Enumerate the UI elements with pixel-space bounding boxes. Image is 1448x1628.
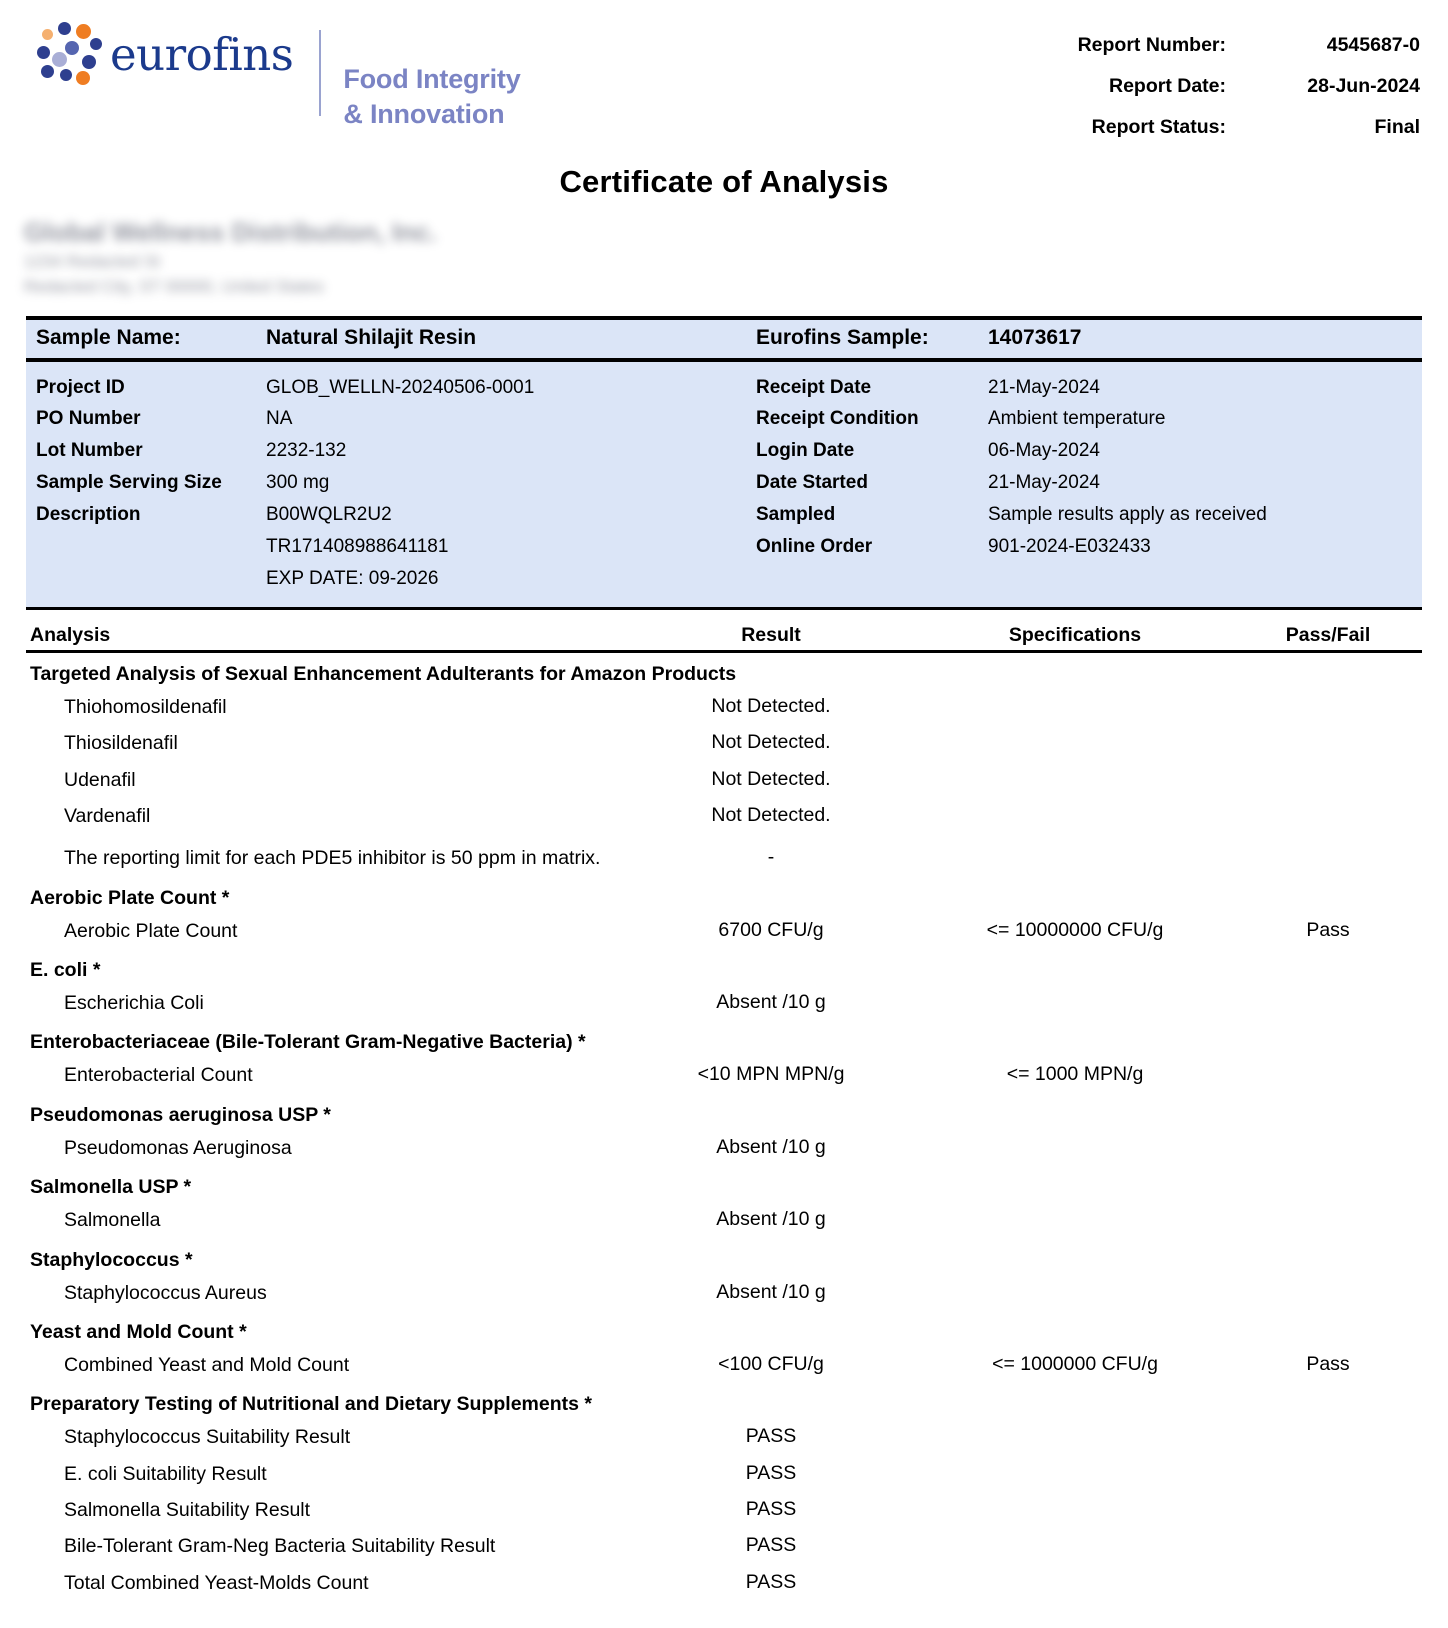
result-pass-fail xyxy=(1234,1130,1422,1136)
result-value: Absent /10 g xyxy=(716,1135,826,1158)
sample-right-labels xyxy=(756,372,988,595)
results-row xyxy=(26,762,1422,798)
result-specification: <= 10000000 CFU/g xyxy=(986,918,1164,941)
sample-right-label: Online Order xyxy=(756,536,873,558)
result-value: PASS xyxy=(745,1498,797,1521)
result-value: - xyxy=(767,846,775,869)
report-status-row xyxy=(978,116,1420,139)
report-number-label: Report Number: xyxy=(1077,34,1226,56)
customer-address-line1: 1234 Redacted St xyxy=(24,251,161,271)
result-pass-fail: Pass xyxy=(1306,1352,1350,1375)
sample-right-value-spacer xyxy=(988,563,1267,595)
sample-left-value: 300 mg xyxy=(266,472,330,494)
sample-panel-header xyxy=(26,320,1422,362)
result-specification xyxy=(916,762,1234,768)
sample-left-labels xyxy=(26,372,266,595)
result-pass-fail xyxy=(1234,1419,1422,1425)
sample-left-label: Sample Serving Size xyxy=(36,472,222,494)
report-date-label: Report Date: xyxy=(1108,75,1226,97)
result-value: PASS xyxy=(745,1461,797,1484)
sample-left-label: PO Number xyxy=(36,408,141,430)
results-row xyxy=(26,1130,1422,1166)
page-header xyxy=(0,0,1448,150)
result-analysis-name: E. coli Suitability Result xyxy=(64,1462,267,1485)
results-row xyxy=(26,1275,1422,1311)
sample-left-value: EXP DATE: 09-2026 xyxy=(266,567,439,589)
sample-right-value: 21-May-2024 xyxy=(988,376,1100,398)
results-row xyxy=(26,689,1422,725)
sample-name-label: Sample Name: xyxy=(36,325,181,349)
customer-address-block xyxy=(24,216,544,300)
eurofins-logo-icon xyxy=(32,22,108,88)
results-row xyxy=(26,1565,1422,1601)
result-analysis-name: Staphylococcus Suitability Result xyxy=(64,1426,351,1449)
result-analysis-name: Salmonella Suitability Result xyxy=(64,1499,311,1522)
result-value: Not Detected. xyxy=(711,731,831,754)
sample-right-fields xyxy=(756,372,1267,595)
result-analysis-name: Enterobacterial Count xyxy=(64,1064,253,1087)
report-number-row xyxy=(978,34,1420,57)
result-value: <10 MPN MPN/g xyxy=(697,1063,845,1086)
sample-right-label: Sampled xyxy=(756,504,836,526)
sample-left-label-spacer xyxy=(36,531,266,563)
sample-right-value: 06-May-2024 xyxy=(988,440,1100,462)
report-number-value: 4545687-0 xyxy=(1326,34,1420,56)
result-specification xyxy=(916,1275,1234,1281)
results-group-title: Preparatory Testing of Nutritional and Dietary Supplements * xyxy=(30,1393,592,1416)
brand-tagline xyxy=(343,62,520,131)
result-value: <100 CFU/g xyxy=(718,1352,824,1375)
sample-left-label: Description xyxy=(36,504,141,526)
sample-right-value: Sample results apply as received xyxy=(988,504,1267,526)
sample-left-value: B00WQLR2U2 xyxy=(266,504,392,526)
report-date-value: 28-Jun-2024 xyxy=(1307,75,1420,97)
result-specification xyxy=(916,1419,1234,1425)
results-row xyxy=(26,913,1422,949)
eurofins-sample-label: Eurofins Sample: xyxy=(756,325,929,349)
result-specification: <= 1000000 CFU/g xyxy=(992,1352,1158,1375)
result-pass-fail xyxy=(1234,1057,1422,1063)
result-value: PASS xyxy=(745,1534,797,1557)
result-analysis-name: Escherichia Coli xyxy=(64,992,204,1015)
result-analysis-name: The reporting limit for each PDE5 inhibitor is 50 ppm in matrix. xyxy=(64,847,601,870)
result-value: Not Detected. xyxy=(711,803,831,826)
results-row xyxy=(26,1057,1422,1093)
sample-name-value: Natural Shilajit Resin xyxy=(266,325,477,349)
results-row xyxy=(26,834,1422,876)
result-specification xyxy=(916,725,1234,731)
brand-tagline-line2: & Innovation xyxy=(343,98,505,129)
brand-tagline-line1: Food Integrity xyxy=(343,64,521,94)
result-specification xyxy=(916,689,1234,695)
result-specification xyxy=(916,1202,1234,1208)
sample-right-label: Login Date xyxy=(756,440,855,462)
sample-left-values xyxy=(266,372,756,595)
eurofins-sample-value: 14073617 xyxy=(988,325,1082,349)
sample-right-value: 21-May-2024 xyxy=(988,472,1100,494)
result-pass-fail xyxy=(1234,1565,1422,1571)
sample-right-values xyxy=(988,372,1267,595)
page-title: Certificate of Analysis xyxy=(559,164,889,199)
results-group-title: Pseudomonas aeruginosa USP * xyxy=(30,1103,331,1126)
result-specification xyxy=(916,1456,1234,1462)
results-group-title: Yeast and Mold Count * xyxy=(30,1320,247,1343)
result-pass-fail xyxy=(1234,1275,1422,1281)
result-pass-fail xyxy=(1234,689,1422,695)
result-analysis-name: Pseudomonas Aeruginosa xyxy=(64,1136,292,1159)
results-group-title: Targeted Analysis of Sexual Enhancement Adulterants for Amazon Products xyxy=(30,662,737,685)
sample-right-value: 901-2024-E032433 xyxy=(988,536,1151,558)
result-pass-fail xyxy=(1234,798,1422,804)
result-value: Absent /10 g xyxy=(716,991,826,1014)
result-analysis-name: Thiosildenafil xyxy=(64,732,178,755)
results-group-title: Aerobic Plate Count * xyxy=(30,886,230,909)
sample-left-label-spacer xyxy=(36,563,266,595)
result-pass-fail xyxy=(1234,725,1422,731)
sample-left-value: GLOB_WELLN-20240506-0001 xyxy=(266,376,535,398)
result-pass-fail xyxy=(1234,1202,1422,1208)
result-pass-fail xyxy=(1234,834,1422,840)
result-analysis-name: Bile-Tolerant Gram-Neg Bacteria Suitability Result xyxy=(64,1535,496,1558)
result-pass-fail xyxy=(1234,985,1422,991)
results-row xyxy=(26,798,1422,834)
results-row xyxy=(26,1202,1422,1238)
result-pass-fail xyxy=(1234,1528,1422,1534)
result-analysis-name: Thiohomosildenafil xyxy=(64,695,227,718)
result-analysis-name: Udenafil xyxy=(64,768,136,791)
result-specification xyxy=(916,798,1234,804)
result-value: Absent /10 g xyxy=(716,1208,826,1231)
sample-right-label-spacer xyxy=(756,563,988,595)
results-group-title: Enterobacteriaceae (Bile-Tolerant Gram-Negative Bacteria) * xyxy=(30,1031,586,1054)
result-specification xyxy=(916,1130,1234,1136)
results-table xyxy=(26,624,1422,1601)
sample-left-value: 2232-132 xyxy=(266,440,347,462)
results-row xyxy=(26,1528,1422,1564)
sample-right-label: Date Started xyxy=(756,472,868,494)
sample-right-value: Ambient temperature xyxy=(988,408,1166,430)
results-row xyxy=(26,1492,1422,1528)
customer-name: Global Wellness Distribution, Inc. xyxy=(24,217,437,247)
brand-wordmark: eurofins xyxy=(110,28,294,81)
results-row xyxy=(26,1347,1422,1383)
result-analysis-name: Total Combined Yeast-Molds Count xyxy=(64,1571,369,1594)
sample-left-value: NA xyxy=(266,408,293,430)
column-header-result: Result xyxy=(741,623,801,646)
sample-left-fields xyxy=(26,372,756,595)
result-value: PASS xyxy=(745,1425,797,1448)
report-status-label: Report Status: xyxy=(1091,116,1226,138)
results-group-title: E. coli * xyxy=(30,959,101,982)
report-date-row xyxy=(978,75,1420,98)
results-table-body xyxy=(26,653,1422,1601)
sample-right-label: Receipt Condition xyxy=(756,408,919,430)
result-value: Not Detected. xyxy=(711,767,831,790)
sample-right-label: Receipt Date xyxy=(756,376,872,398)
result-specification: <= 1000 MPN/g xyxy=(1006,1063,1144,1086)
result-specification xyxy=(916,1528,1234,1534)
result-analysis-name: Combined Yeast and Mold Count xyxy=(64,1353,350,1376)
result-value: Not Detected. xyxy=(711,694,831,717)
sample-info-panel xyxy=(26,316,1422,610)
results-group-title: Staphylococcus * xyxy=(30,1248,193,1271)
result-analysis-name: Salmonella xyxy=(64,1209,161,1232)
sample-left-label: Lot Number xyxy=(36,440,143,462)
sample-left-label: Project ID xyxy=(36,376,125,398)
results-row xyxy=(26,725,1422,761)
result-value: 6700 CFU/g xyxy=(718,918,824,941)
results-table-header xyxy=(26,624,1422,653)
result-pass-fail: Pass xyxy=(1306,918,1350,941)
brand-block xyxy=(26,16,521,131)
result-value: PASS xyxy=(745,1570,797,1593)
result-pass-fail xyxy=(1234,1456,1422,1462)
result-analysis-name: Vardenafil xyxy=(64,804,151,827)
results-row xyxy=(26,1456,1422,1492)
result-analysis-name: Aerobic Plate Count xyxy=(64,919,238,942)
result-pass-fail xyxy=(1234,762,1422,768)
customer-address-line2: Redacted City, ST 00000, United States xyxy=(24,277,324,296)
result-value: Absent /10 g xyxy=(716,1280,826,1303)
brand-divider xyxy=(319,30,321,116)
results-row xyxy=(26,985,1422,1021)
sample-panel-body xyxy=(26,362,1422,607)
result-analysis-name: Staphylococcus Aureus xyxy=(64,1281,267,1304)
results-group-title: Salmonella USP * xyxy=(30,1176,192,1199)
result-specification xyxy=(916,834,1234,840)
result-specification xyxy=(916,1565,1234,1571)
results-row xyxy=(26,1419,1422,1455)
result-specification xyxy=(916,985,1234,991)
result-specification xyxy=(916,1492,1234,1498)
report-status-value: Final xyxy=(1374,116,1420,138)
column-header-analysis: Analysis xyxy=(30,623,111,646)
column-header-pass-fail: Pass/Fail xyxy=(1285,623,1371,646)
column-header-specifications: Specifications xyxy=(1008,623,1142,646)
sample-left-value: TR171408988641181 xyxy=(266,536,449,558)
report-meta xyxy=(978,34,1420,157)
result-pass-fail xyxy=(1234,1492,1422,1498)
